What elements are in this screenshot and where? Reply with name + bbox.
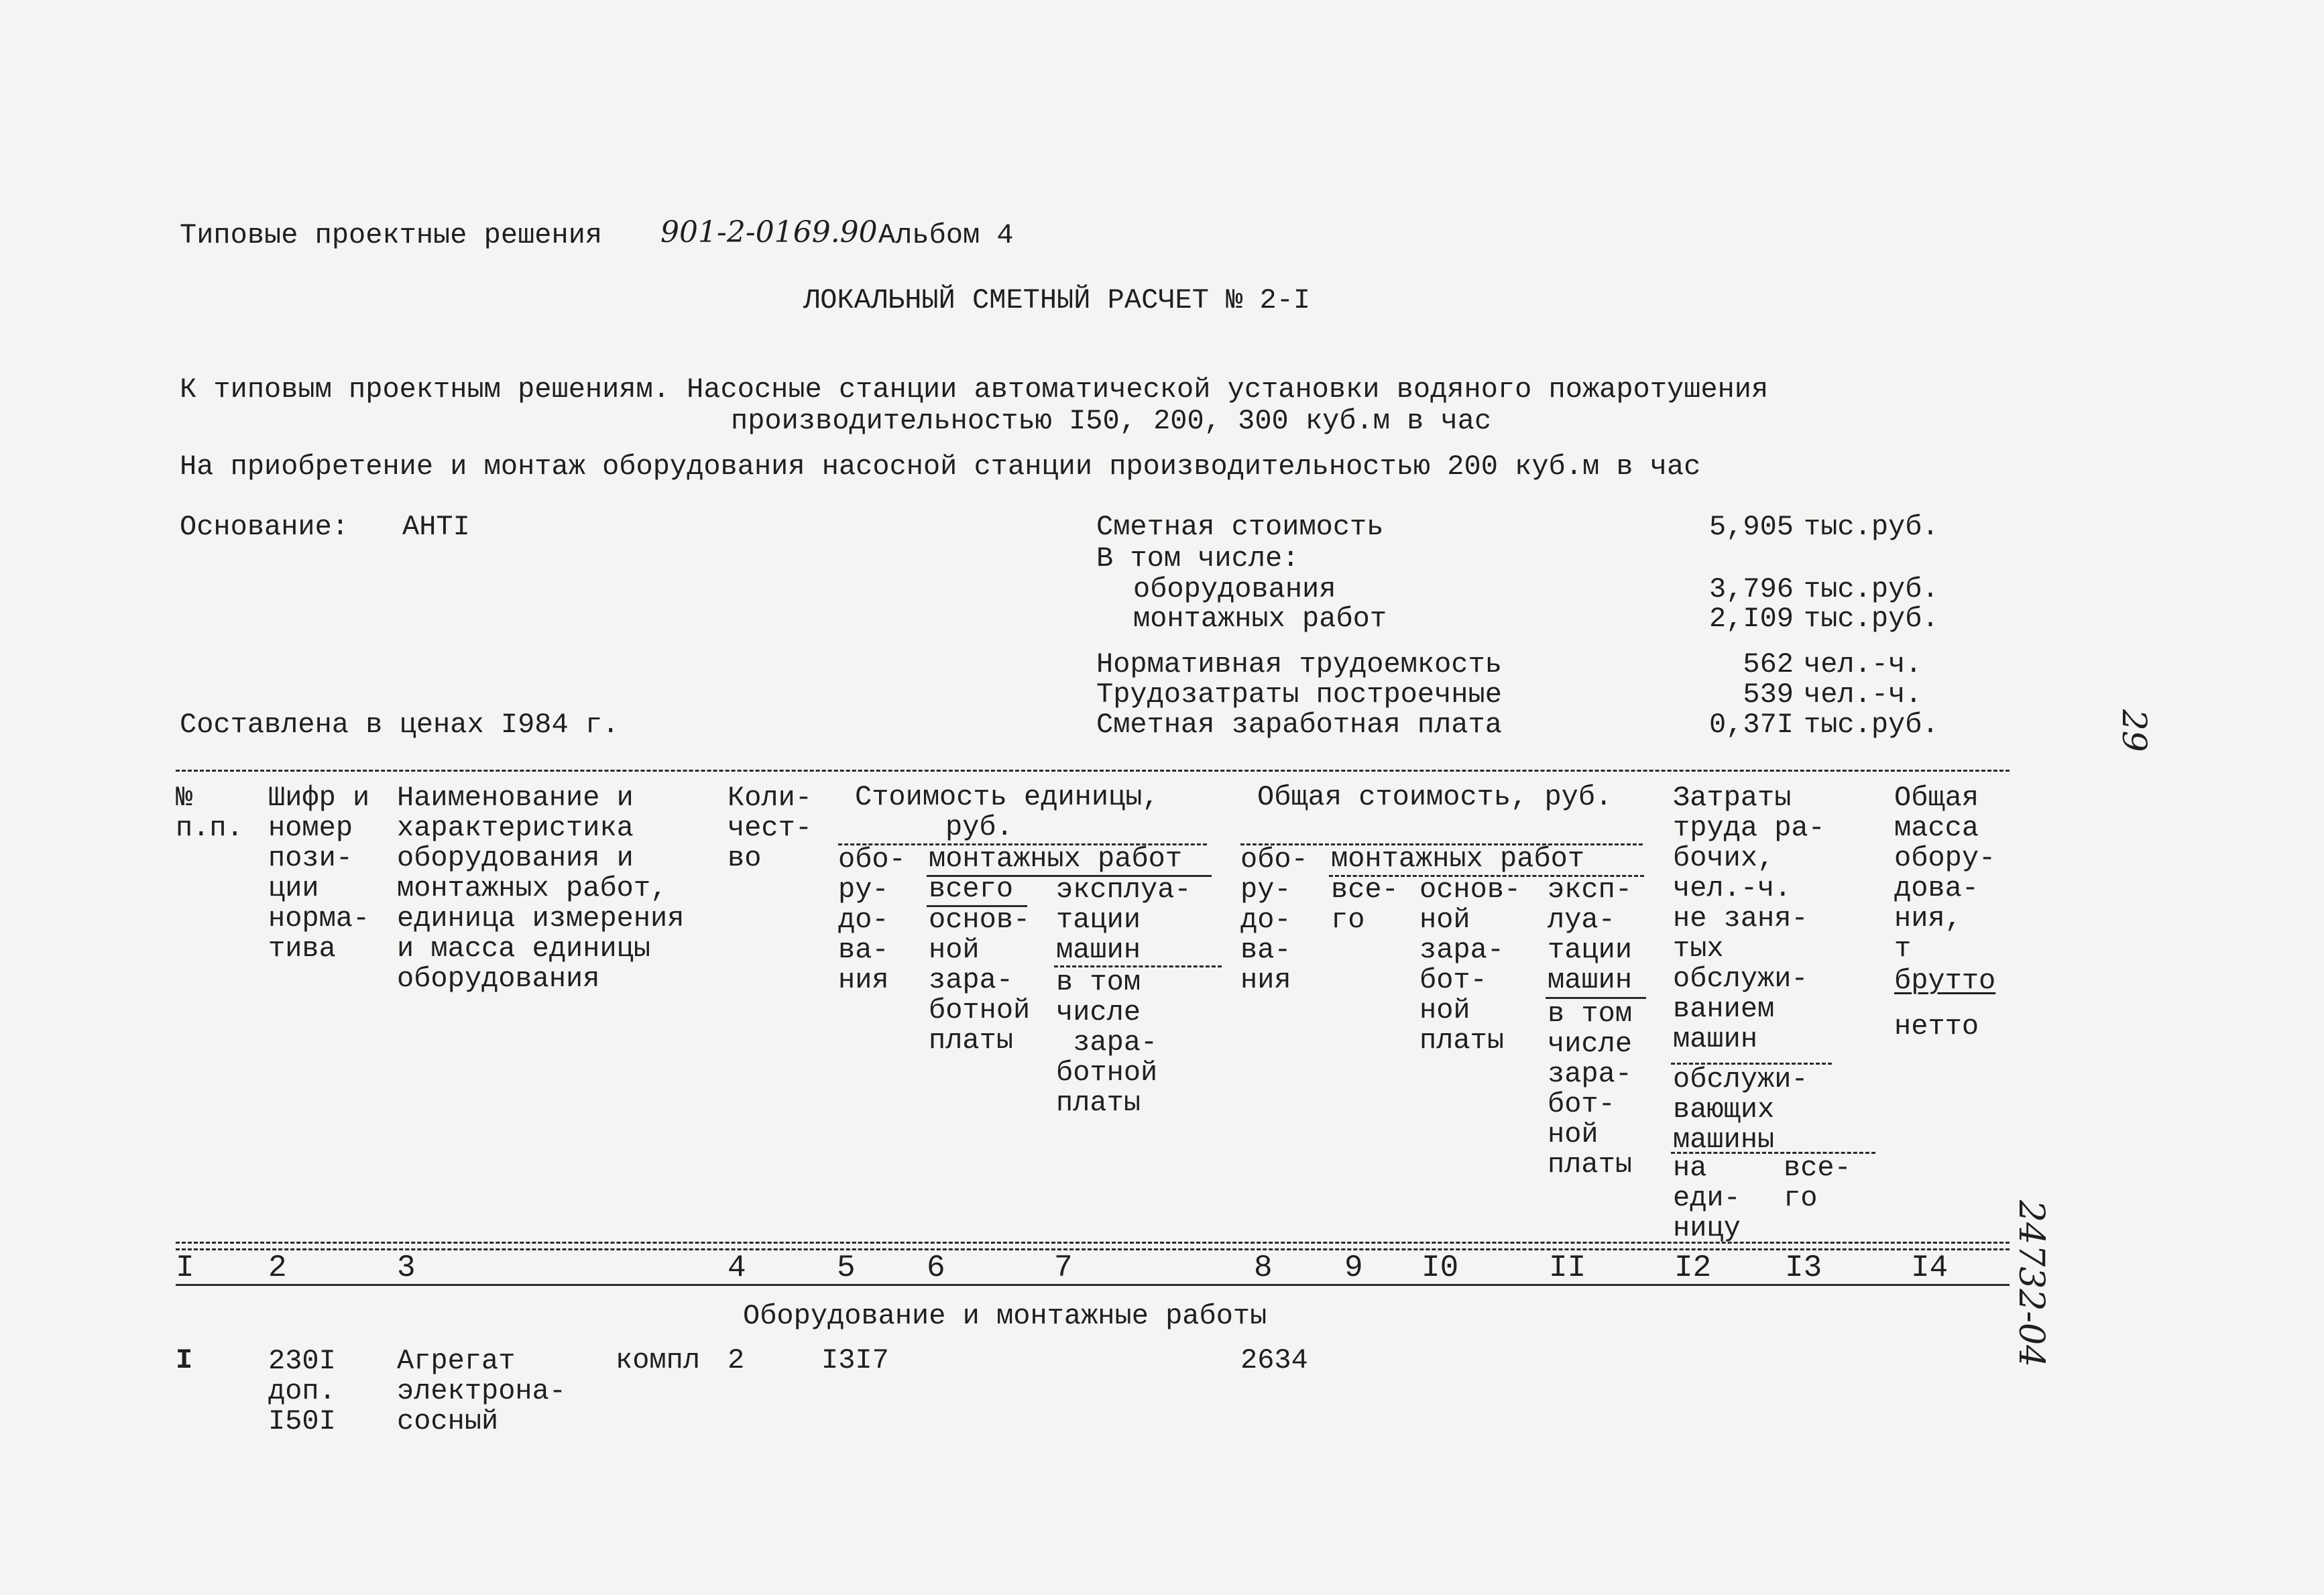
archive-number: 24732-04 (2011, 1200, 2051, 1368)
col-number: I3 (1785, 1250, 1822, 1285)
summary-unit: тыс.руб. (1804, 511, 1939, 543)
header-col-13: все- го (1784, 1152, 1851, 1214)
summary-value: 539 (1743, 678, 1794, 711)
header-col-7-top: эксплуа- тации машин (1056, 874, 1192, 966)
col-number: 5 (837, 1250, 856, 1285)
header-col-5: обо- ру- до- ва- ния (838, 843, 906, 996)
header-col-8: обо- ру- до- ва- ния (1240, 843, 1308, 996)
section-title: Оборудование и монтажные работы (743, 1300, 1267, 1332)
row-name: Агрегат электрона- сосный (397, 1345, 567, 1437)
row-code: 230I доп. I50I (268, 1345, 336, 1437)
row-number: I (176, 1344, 193, 1376)
summary-unit: чел.-ч. (1804, 678, 1922, 711)
basis-label: Основание: (180, 511, 349, 543)
row-total-equipment-cost: 2634 (1240, 1344, 1308, 1376)
header-col-2: Шифр и номер пози- ции норма- тива (268, 782, 370, 965)
header-col-14-netto: нетто (1894, 1010, 1979, 1043)
header-unit-cost: Стоимость единицы, (855, 781, 1159, 813)
header-bottom-rule (176, 1242, 2010, 1244)
col-number: I0 (1421, 1250, 1459, 1285)
summary-label: Сметная стоимость (1096, 511, 1384, 543)
header-col-9: все- го (1331, 874, 1399, 936)
document-title: ЛОКАЛЬНЫЙ СМЕТНЫЙ РАСЧЕТ № 2-I (803, 284, 1311, 316)
summary-unit: тыс.руб. (1804, 709, 1939, 741)
col-number: I4 (1911, 1250, 1949, 1285)
summary-label: Трудозатраты построечные (1096, 678, 1502, 711)
summary-label: монтажных работ (1133, 603, 1387, 635)
col-number: 9 (1344, 1250, 1363, 1285)
header-col-11-top: эксп- луа- тации машин (1548, 874, 1633, 996)
intro-line-3: На приобретение и монтаж оборудования насосной станции производительностью 200 куб.м в час (180, 451, 1701, 483)
header-col-6-top: всего (929, 873, 1014, 905)
header-total-cost: Общая стоимость, руб. (1257, 781, 1613, 813)
series-label: Типовые проектные решения (180, 219, 603, 251)
summary-label: Сметная заработная плата (1096, 709, 1502, 741)
header-col-1: № п.п. (176, 782, 243, 844)
col-number: 7 (1054, 1250, 1073, 1285)
header-col-7: в том числе зара- ботной платы (1056, 966, 1158, 1119)
project-code: 901-2-0169.90 (660, 215, 878, 249)
col-number: I (176, 1250, 194, 1285)
summary-value: 2,I09 (1708, 603, 1794, 635)
basis-value: АНТI (402, 511, 470, 543)
summary-unit: тыс.руб. (1804, 573, 1939, 605)
header-mont-works-2: монтажных работ (1331, 843, 1585, 875)
table-top-rule (176, 770, 2010, 772)
col-number: 8 (1254, 1250, 1273, 1285)
col-number: 6 (927, 1250, 945, 1285)
summary-value: 562 (1743, 648, 1794, 681)
page-number: 29 (2115, 709, 2154, 752)
row-quantity: 2 (728, 1344, 745, 1376)
summary-label: оборудования (1133, 573, 1336, 605)
prices-note: Составлена в ценах I984 г. (180, 709, 620, 741)
col-number: I2 (1674, 1250, 1712, 1285)
row-unit: компл (616, 1344, 701, 1376)
row-unit-equipment-cost: I3I7 (821, 1344, 889, 1376)
header-col-14-title: Общая масса обору- дова- ния, т (1894, 782, 1996, 965)
col-number: 3 (397, 1250, 416, 1285)
summary-value: 0,37I (1708, 709, 1794, 741)
header-col-4: Коли- чест- во (728, 782, 813, 874)
summary-label: Нормативная трудоемкость (1096, 648, 1502, 681)
header-col-14-brutto: брутто (1894, 965, 1996, 997)
header-col-6: основ- ной зара- ботной платы (929, 904, 1031, 1057)
summary-unit: чел.-ч. (1804, 648, 1922, 681)
header-bottom-rule-2 (176, 1248, 2010, 1250)
header-col-10: основ- ной зара- бот- ной платы (1419, 874, 1521, 1057)
intro-line-2: производительностью I50, 200, 300 куб.м в час (731, 405, 1492, 437)
summary-label: В том числе: (1096, 542, 1299, 575)
header-col-12-sub: обслужи- вающих машины (1673, 1063, 1808, 1156)
summary-value: 5,905 (1708, 511, 1794, 543)
header-unit-cost-rub: руб. (945, 811, 1013, 843)
header-col-12-title: Затраты труда ра- бочих, чел.-ч. не заня- тых обслужи- ванием машин (1673, 782, 1825, 1055)
intro-line-1: К типовым проектным решениям. Насосные станции автоматической установки водяного пожаротушения (180, 373, 1769, 406)
col-number: 4 (728, 1250, 746, 1285)
header-mont-works: монтажных работ (929, 843, 1183, 875)
header-col-11: в том числе зара- бот- ной платы (1548, 998, 1633, 1181)
header-col-12: на еди- ницу (1673, 1152, 1741, 1244)
summary-value: 3,796 (1708, 573, 1794, 605)
album-label: Альбом 4 (878, 219, 1014, 251)
col-number: II (1549, 1250, 1586, 1285)
col-number: 2 (268, 1250, 287, 1285)
summary-unit: тыс.руб. (1804, 603, 1939, 635)
header-col-3: Наименование и характеристика оборудования и монтажных работ, единица измерения и масса единицы оборудования (397, 782, 685, 995)
col-numbers-rule (176, 1284, 2010, 1286)
